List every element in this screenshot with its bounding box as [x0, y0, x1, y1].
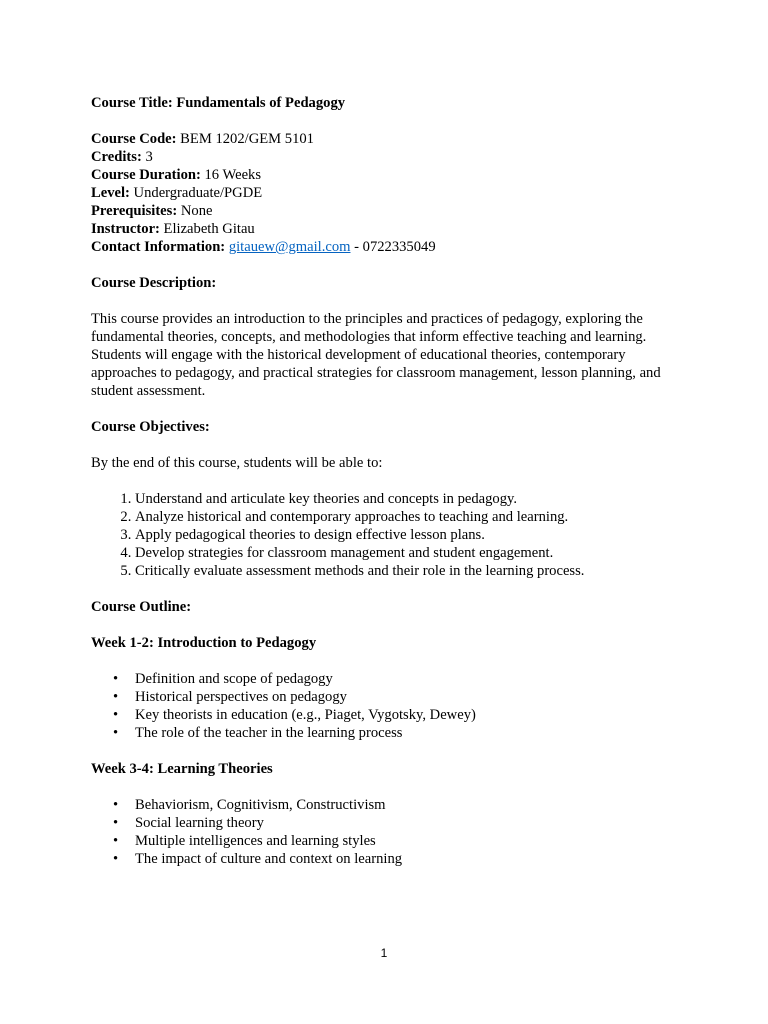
outline-heading: Course Outline:	[91, 599, 192, 615]
list-item: • Historical perspectives on pedagogy	[113, 689, 347, 705]
list-item: • Behaviorism, Cognitivism, Constructivism	[113, 797, 386, 813]
bullet-icon: •	[113, 725, 119, 741]
description-text: This course provides an introduction to the principles and practices of pedagogy, exploring the fundamental theories, concepts, and methodologies that inform effective teaching and learning. Students will engage with the historical development of educational theories, contemporary approaches to pedagogy, and practical strategies for classroom management, lesson planning, and student assessment.	[91, 311, 661, 399]
bullet-icon: •	[113, 833, 119, 849]
course-code: Course Code: BEM 1202/GEM 5101	[91, 131, 314, 147]
week-1-2-list	[91, 670, 681, 742]
course-title: Course Title: Fundamentals of Pedagogy	[91, 95, 346, 111]
course-prerequisites: Prerequisites: None	[91, 203, 213, 219]
document-page	[91, 94, 681, 868]
course-contact: Contact Information: gitauew@gmail.com - 0722335049	[91, 239, 436, 255]
bullet-icon: •	[113, 815, 119, 831]
list-item: 4. Develop strategies for classroom management and student engagement.	[135, 544, 681, 562]
objectives-list	[91, 490, 681, 580]
list-item: • Social learning theory	[113, 815, 264, 831]
objectives-intro: By the end of this course, students will be able to:	[91, 455, 383, 471]
description-heading: Course Description:	[91, 275, 217, 291]
objectives-heading: Course Objectives:	[91, 419, 210, 435]
email-link[interactable]: gitauew@gmail.com	[228, 239, 351, 255]
course-instructor: Instructor: Elizabeth Gitau	[91, 221, 255, 237]
course-level: Level: Undergraduate/PGDE	[91, 185, 263, 201]
list-item: • Definition and scope of pedagogy	[113, 671, 333, 687]
bullet-icon: •	[113, 689, 119, 705]
list-item: • Key theorists in education (e.g., Piaget, Vygotsky, Dewey)	[113, 707, 476, 723]
list-item: 5. Critically evaluate assessment methods and their role in the learning process.	[135, 562, 681, 580]
list-item: • Multiple intelligences and learning styles	[113, 833, 376, 849]
bullet-icon: •	[113, 707, 119, 723]
week-3-4-heading: Week 3-4: Learning Theories	[91, 761, 273, 777]
page-number: 1	[380, 946, 388, 960]
list-item: • The role of the teacher in the learning process	[113, 725, 403, 741]
list-item: 3. Apply pedagogical theories to design effective lesson plans.	[135, 526, 681, 544]
list-item: 1. Understand and articulate key theories and concepts in pedagogy.	[135, 490, 681, 508]
list-item: 2. Analyze historical and contemporary approaches to teaching and learning.	[135, 508, 681, 526]
course-duration: Course Duration: 16 Weeks	[91, 167, 262, 183]
week-1-2-heading: Week 1-2: Introduction to Pedagogy	[91, 635, 317, 651]
list-item: • The impact of culture and context on learning	[113, 851, 403, 867]
bullet-icon: •	[113, 797, 119, 813]
bullet-icon: •	[113, 671, 119, 687]
week-3-4-list	[91, 796, 681, 868]
bullet-icon: •	[113, 851, 119, 867]
course-credits: Credits: 3	[91, 149, 153, 165]
